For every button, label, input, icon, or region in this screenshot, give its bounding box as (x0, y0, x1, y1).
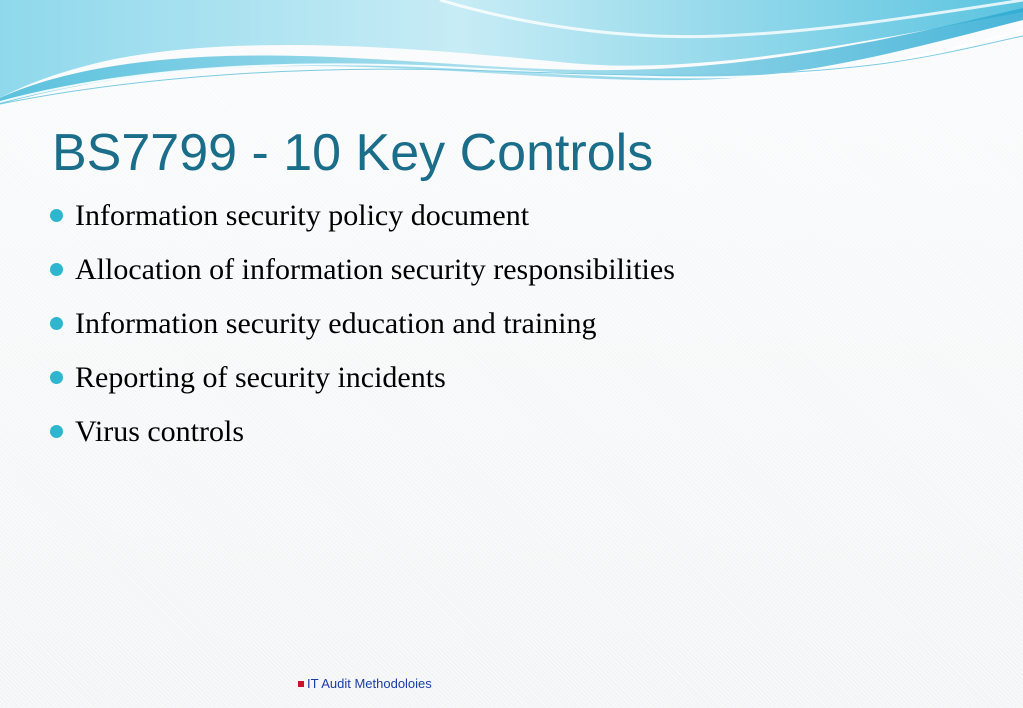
bullet-item (48, 358, 675, 412)
header-wave-decoration (0, 0, 1023, 110)
bullet-text: Virus controls (75, 415, 245, 448)
bullet-item (48, 304, 675, 358)
bullet-dot-icon (50, 209, 63, 222)
bullet-dot-icon (50, 317, 63, 330)
bullet-text: Allocation of information security responsibilities (75, 253, 675, 286)
bullet-text: Information security policy document (75, 199, 530, 232)
slide-title: BS7799 - 10 Key Controls (52, 124, 654, 182)
bullet-item (48, 412, 675, 466)
bullet-item (48, 196, 675, 250)
footer-square-icon (298, 681, 304, 687)
bullet-text: Information security education and training (75, 307, 597, 340)
footer-text: IT Audit Methodoloies (307, 676, 432, 691)
slide-footer (298, 675, 432, 693)
bullet-dot-icon (50, 263, 63, 276)
bullet-dot-icon (50, 425, 63, 438)
bullet-list (48, 196, 675, 466)
bullet-text: Reporting of security incidents (75, 361, 446, 394)
bullet-item (48, 250, 675, 304)
bullet-dot-icon (50, 371, 63, 384)
